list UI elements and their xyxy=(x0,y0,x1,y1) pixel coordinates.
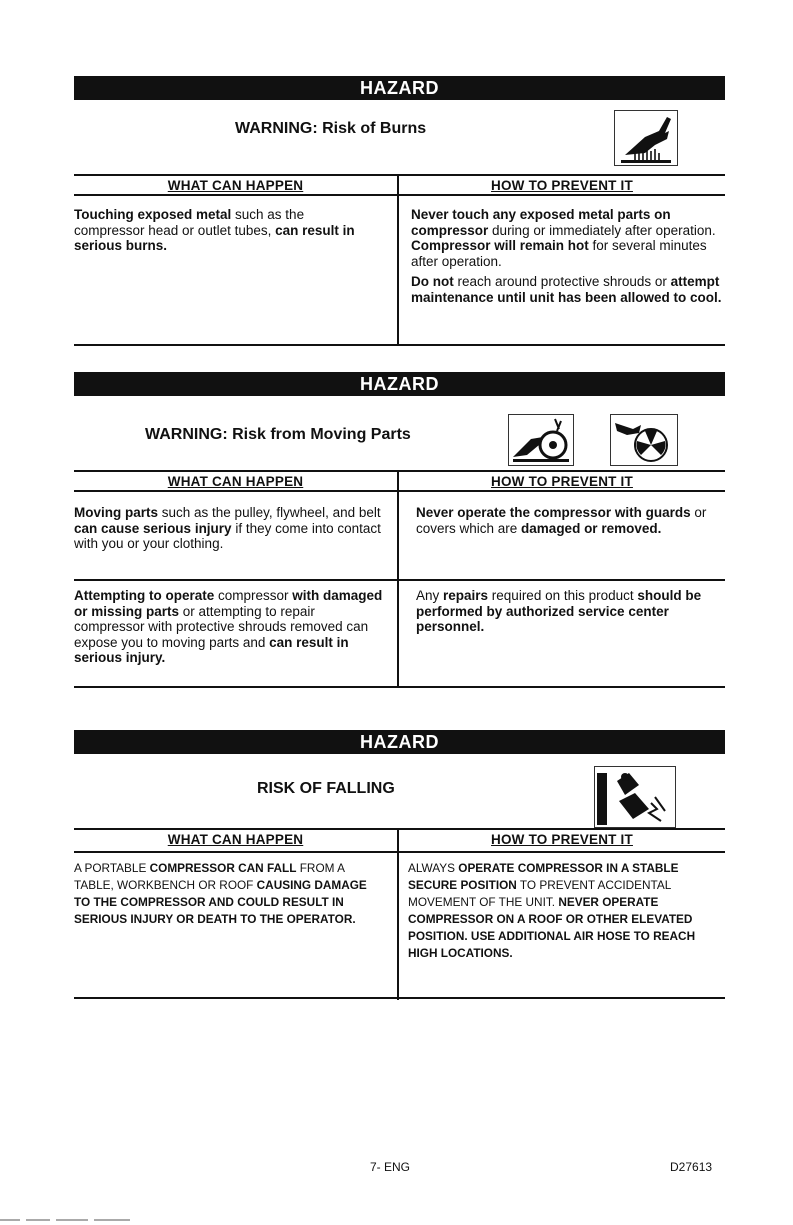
column-header-how-to-prevent: HOW TO PREVENT IT xyxy=(491,178,633,193)
falling-compressor-icon xyxy=(594,766,676,828)
how-to-prevent-text: Never touch any exposed metal parts on compressor during or immediately after operation. Compressor will remain hot for several minutes after operation. Do not reach around protective shrouds or attempt maintenance until unit has been allowed to cool. xyxy=(411,207,722,305)
column-divider xyxy=(397,828,399,1000)
row-divider xyxy=(74,579,725,581)
hazard-section-burns xyxy=(74,76,725,346)
warning-title: WARNING: Risk of Burns xyxy=(235,120,427,137)
column-header-how-to-prevent: HOW TO PREVENT IT xyxy=(491,832,633,847)
scan-artifact xyxy=(0,1219,140,1221)
table-top-rule xyxy=(74,470,725,472)
what-can-happen-text: Attempting to operate compressor with damaged or missing parts or attempting to repair compressor with protective shrouds removed can expose you to moving parts and can result in serious injury. xyxy=(74,588,383,665)
header-rule xyxy=(74,851,725,853)
table-top-rule xyxy=(74,828,725,830)
hazard-banner: HAZARD xyxy=(74,372,725,396)
hazard-section-falling xyxy=(74,730,725,1000)
table-bottom-rule xyxy=(74,997,725,999)
document-code: D27613 xyxy=(670,1160,713,1174)
warning-title: RISK OF FALLING xyxy=(257,780,395,797)
hazard-banner: HAZARD xyxy=(74,76,725,100)
what-can-happen-text: A PORTABLE COMPRESSOR CAN FALL FROM A TABLE, WORKBENCH OR ROOF CAUSING DAMAGE TO THE COMPRESSOR AND COULD RESULT IN SERIOUS INJURY OR DEATH TO THE OPERATOR. xyxy=(74,861,367,926)
what-can-happen-text: Moving parts such as the pulley, flywheel, and belt can cause serious injury if they come into contact with you or your clothing. xyxy=(74,505,381,551)
hazard-section-moving-parts xyxy=(74,372,725,692)
page-number: 7- ENG xyxy=(370,1160,411,1174)
column-header-what-can-happen: WHAT CAN HAPPEN xyxy=(167,832,304,847)
column-header-what-can-happen: WHAT CAN HAPPEN xyxy=(167,474,304,489)
hazard-table xyxy=(74,828,725,1000)
header-rule xyxy=(74,194,725,196)
column-header-what-can-happen: WHAT CAN HAPPEN xyxy=(167,178,304,193)
hot-surface-icon xyxy=(614,110,678,166)
what-can-happen-text: Touching exposed metal such as the compressor head or outlet tubes, can result in serious burns. xyxy=(74,207,355,253)
fan-hand-icon xyxy=(610,414,678,466)
pulley-hand-icon xyxy=(508,414,574,466)
warning-title: WARNING: Risk from Moving Parts xyxy=(145,426,411,443)
hazard-banner: HAZARD xyxy=(74,730,725,754)
hazard-table xyxy=(74,174,725,346)
table-bottom-rule xyxy=(74,686,725,688)
how-to-prevent-text: Never operate the compressor with guards or covers which are damaged or removed. xyxy=(416,505,707,536)
table-bottom-rule xyxy=(74,344,725,346)
table-top-rule xyxy=(74,174,725,176)
how-to-prevent-text: Any repairs required on this product should be performed by authorized service center personnel. xyxy=(416,588,702,634)
hazard-table xyxy=(74,470,725,692)
column-divider xyxy=(397,174,399,346)
header-rule xyxy=(74,490,725,492)
how-to-prevent-text: ALWAYS OPERATE COMPRESSOR IN A STABLE SECURE POSITION TO PREVENT ACCIDENTAL MOVEMENT OF THE UNIT. NEVER OPERATE COMPRESSOR ON A ROOF OR OTHER ELEVATED POSITION. USE ADDITIONAL AIR HOSE TO REACH HIGH LOCATIONS. xyxy=(408,861,696,960)
column-header-how-to-prevent: HOW TO PREVENT IT xyxy=(491,474,633,489)
